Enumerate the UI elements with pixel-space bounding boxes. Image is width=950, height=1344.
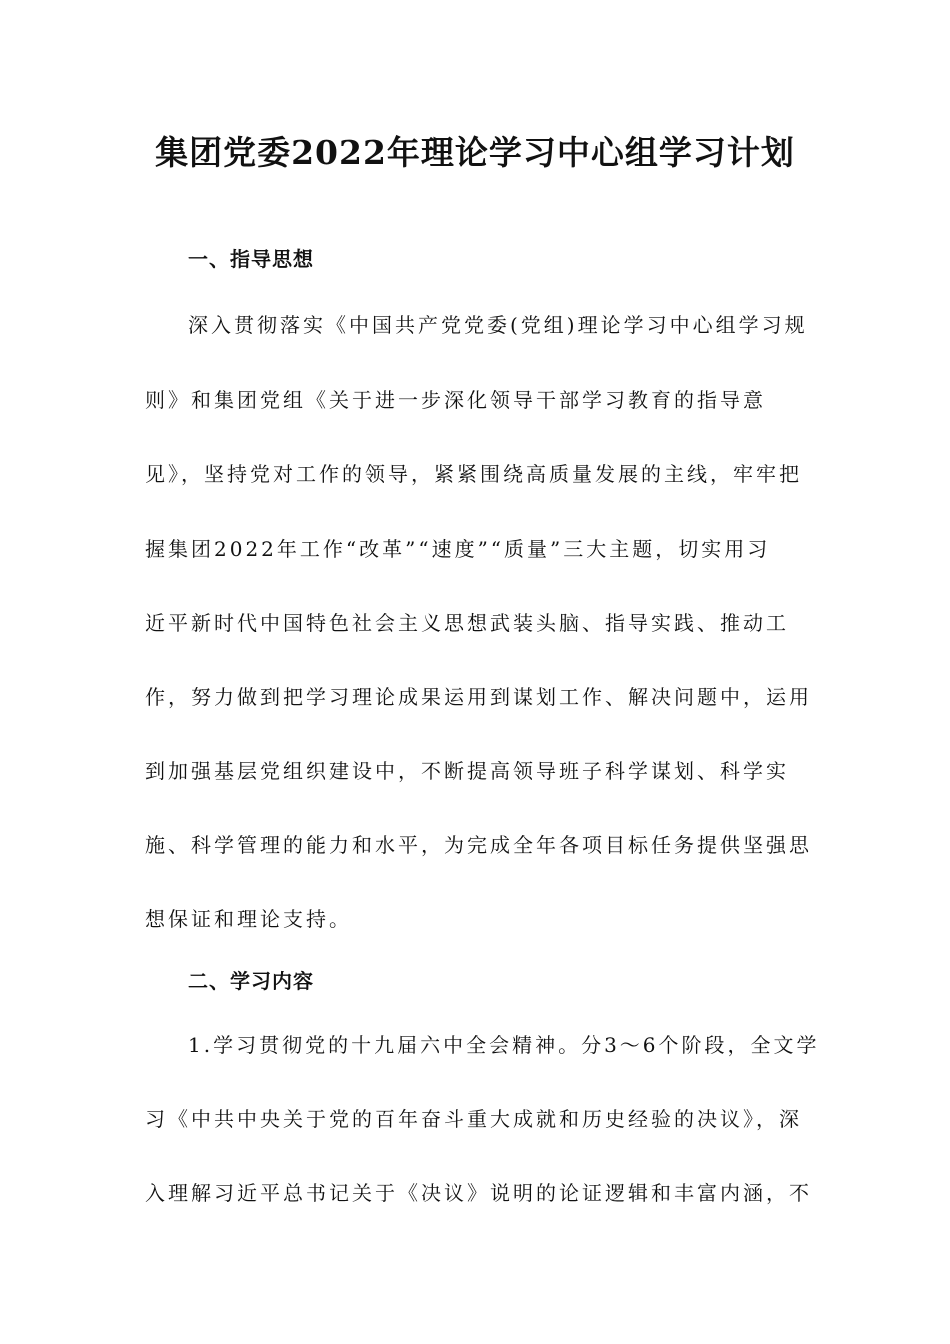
paragraph-line: 作，努力做到把学习理论成果运用到谋划工作、解决问题中，运用 bbox=[145, 685, 812, 709]
paragraph-line: 深入贯彻落实《中国共产党党委(党组)理论学习中心组学习规 bbox=[188, 313, 808, 337]
paragraph-line: 到加强基层党组织建设中，不断提高领导班子科学谋划、科学实 bbox=[145, 759, 789, 783]
paragraph-line: 见》，坚持党对工作的领导，紧紧围绕高质量发展的主线，牢牢把 bbox=[145, 462, 802, 486]
paragraph-line: 想保证和理论支持。 bbox=[145, 907, 352, 931]
paragraph-line: 施、科学管理的能力和水平，为完成全年各项目标任务提供坚强思 bbox=[145, 833, 812, 857]
document-title: 集团党委2022年理论学习中心组学习计划 bbox=[155, 133, 795, 172]
section-heading-guiding-ideology: 一、指导思想 bbox=[188, 247, 314, 271]
paragraph-line: 则》和集团党组《关于进一步深化领导干部学习教育的指导意 bbox=[145, 388, 766, 412]
section-heading-study-content: 二、学习内容 bbox=[188, 969, 314, 993]
paragraph-line: 近平新时代中国特色社会主义思想武装头脑、指导实践、推动工 bbox=[145, 611, 789, 635]
paragraph-line: 握集团2022年工作“改革”“速度”“质量”三大主题，切实用习 bbox=[145, 537, 771, 561]
paragraph-line: 1.学习贯彻党的十九届六中全会精神。分3～6个阶段，全文学 bbox=[188, 1033, 820, 1057]
paragraph-line: 习《中共中央关于党的百年奋斗重大成就和历史经验的决议》，深 bbox=[145, 1107, 802, 1131]
paragraph-line: 入理解习近平总书记关于《决议》说明的论证逻辑和丰富内涵，不 bbox=[145, 1181, 812, 1205]
